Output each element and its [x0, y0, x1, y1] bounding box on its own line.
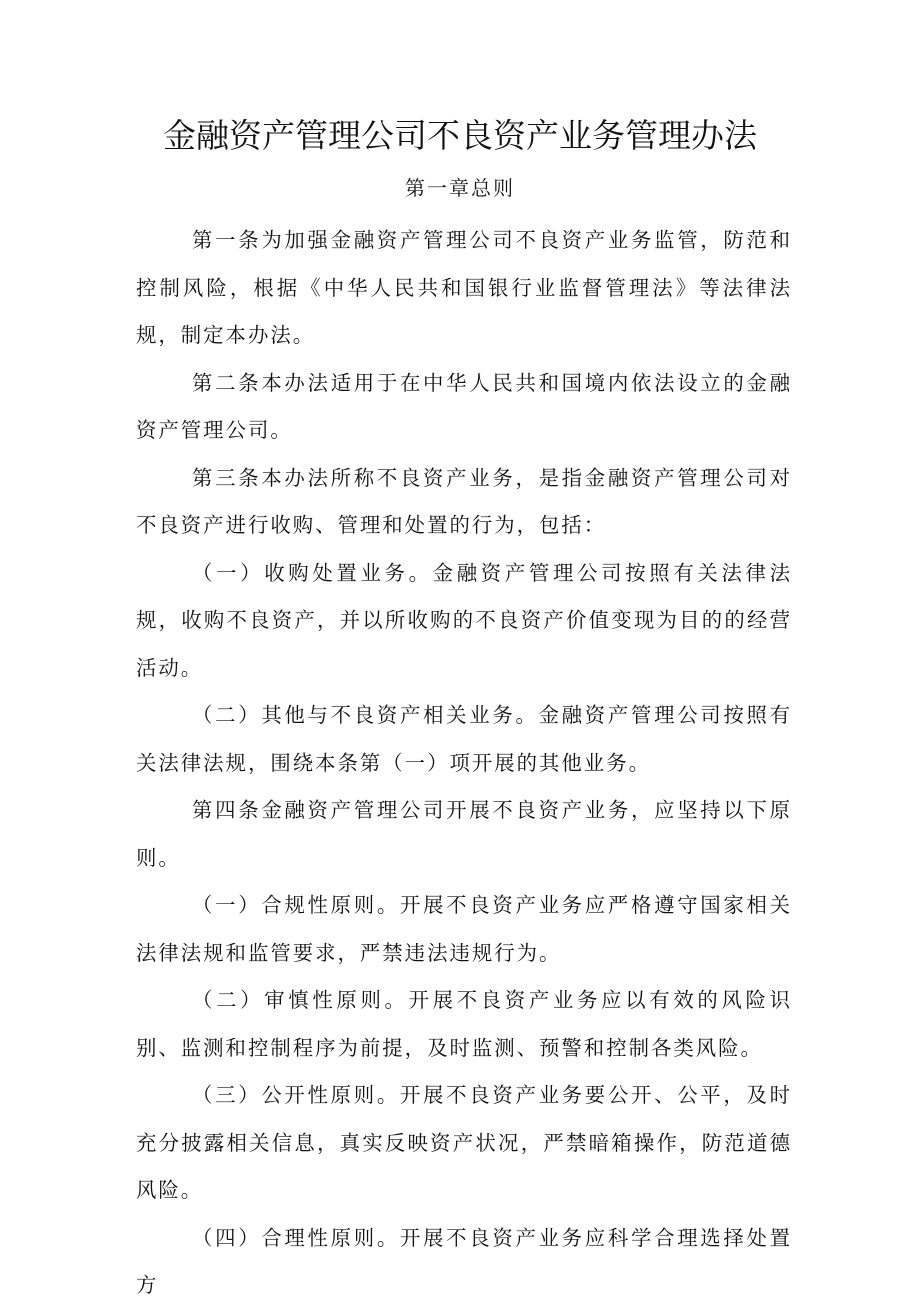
document-title: 金融资产管理公司不良资产业务管理办法: [163, 116, 757, 155]
article-3-item-1-paragraph: （一）收购处置业务。金融资产管理公司按照有关法律法规，收购不良资产，并以所收购的不良资产价值变现为目的的经营活动。: [136, 560, 792, 680]
article-3-item-2-paragraph: （二）其他与不良资产相关业务。金融资产管理公司按照有关法律法规，围绕本条第（一）项开展的其他业务。: [136, 703, 792, 775]
article-1-paragraph: 第一条为加强金融资产管理公司不良资产业务监管，防范和控制风险，根据《中华人民共和国银行业监督管理法》等法律法规，制定本办法。: [136, 228, 792, 347]
article-4-item-4-paragraph: （四）合理性原则。开展不良资产业务应科学合理选择处置方: [136, 1225, 792, 1297]
article-4-item-2-paragraph: （二）审慎性原则。开展不良资产业务应以有效的风险识别、监测和控制程序为前提，及时监测、预警和控制各类风险。: [136, 988, 792, 1060]
article-2-paragraph: 第二条本办法适用于在中华人民共和国境内依法设立的金融资产管理公司。: [136, 370, 792, 442]
article-4-item-1-paragraph: （一）合规性原则。开展不良资产业务应严格遵守国家相关法律法规和监管要求，严禁违法违规行为。: [136, 893, 792, 965]
article-3-paragraph: 第三条本办法所称不良资产业务，是指金融资产管理公司对不良资产进行收购、管理和处置的行为，包括：: [136, 465, 792, 537]
article-4-paragraph: 第四条金融资产管理公司开展不良资产业务，应坚持以下原则。: [136, 798, 792, 870]
chapter-heading: 第一章总则: [405, 176, 515, 200]
document-body: [136, 217, 792, 1310]
article-4-item-3-paragraph: （三）公开性原则。开展不良资产业务要公开、公平，及时充分披露相关信息，真实反映资产状况，严禁暗箱操作，防范道德风险。: [136, 1083, 792, 1202]
